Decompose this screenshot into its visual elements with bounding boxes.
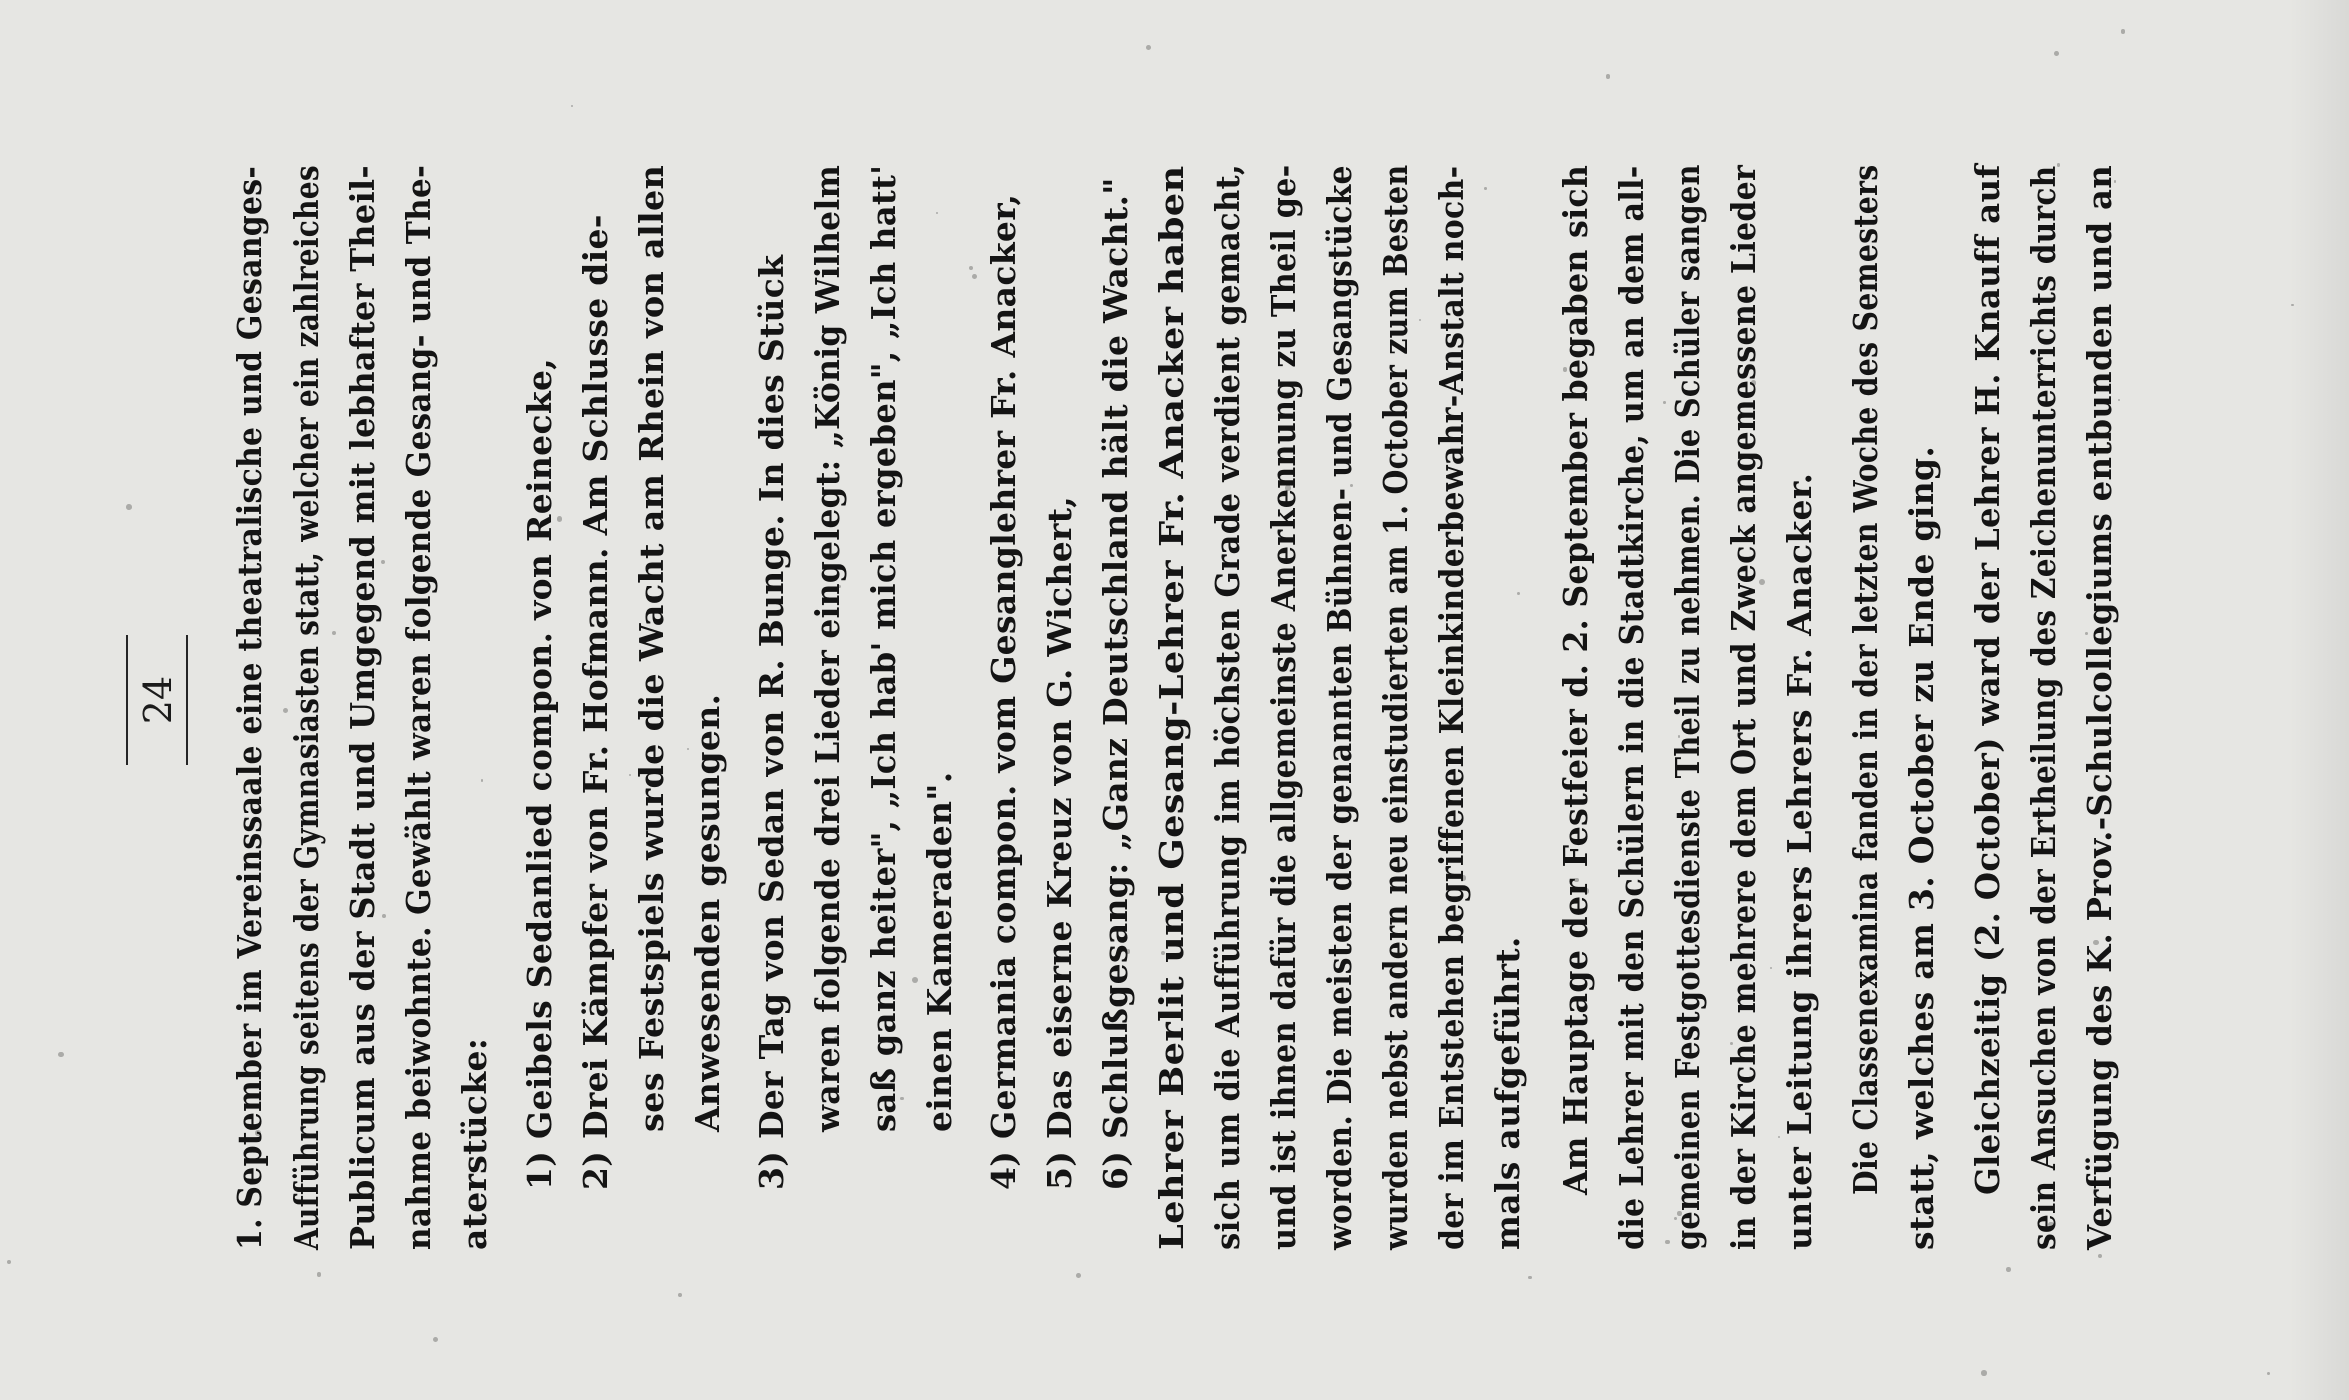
text-line: aterstücke: bbox=[455, 1037, 494, 1250]
text-line: waren folgende drei Lieder eingelegt: „König Wilhelm bbox=[808, 164, 847, 1132]
text-line: Am Hauptage der Festfeier d. 2. September begaben sich bbox=[1556, 164, 1595, 1195]
text-line: gemeinen Festgottesdienste Theil zu nehmen. Die Schüler sangen bbox=[1668, 164, 1707, 1250]
text-line: in der Kirche mehrere dem Ort und Zweck angemessene Lieder bbox=[1724, 164, 1763, 1250]
text-line: Gleichzeitig (2. October) ward der Lehrer H. Knauff auf bbox=[1968, 164, 2007, 1195]
text-line: wurden nebst andern neu einstudierten am 1. October zum Besten bbox=[1376, 164, 1415, 1250]
text-line: 1. September im Vereinssaale eine theatralische und Gesanges- bbox=[230, 165, 269, 1250]
text-line: mals aufgeführt. bbox=[1488, 936, 1527, 1250]
text-line: einen Kameraden". bbox=[920, 771, 959, 1132]
text-line: 5) Das eiserne Kreuz von G. Wichert, bbox=[1040, 495, 1079, 1190]
text-line: sich um die Aufführung im höchsten Grade verdient gemacht, bbox=[1208, 164, 1247, 1250]
text-line: worden. Die meisten der genannten Bühnen- und Gesangstücke bbox=[1320, 165, 1359, 1250]
text-line: 1) Geibels Sedanlied compon. von Reinecke, bbox=[520, 357, 559, 1190]
text-line: Anwesenden gesungen. bbox=[688, 693, 727, 1132]
text-line: Publicum aus der Stadt und Umgegend mit lebhafter Theil- bbox=[343, 165, 382, 1250]
page-number: 24 bbox=[136, 675, 180, 725]
text-line: der im Entstehen begriffenen Kleinkinderbewahr-Anstalt noch- bbox=[1432, 165, 1471, 1250]
text-line: 4) Germania compon. vom Gesanglehrer Fr. Anacker, bbox=[984, 193, 1023, 1190]
text-line: 6) Schlußgesang: „Ganz Deutschland hält die Wacht." bbox=[1096, 177, 1135, 1190]
text-line: Die Classenexamina fanden in der letzten Woche des Semesters bbox=[1846, 164, 1885, 1195]
text-line: Lehrer Berlit und Gesang-Lehrer Fr. Anacker haben bbox=[1152, 165, 1191, 1250]
text-line: 2) Drei Kämpfer von Fr. Hofmann. Am Schlusse die- bbox=[576, 214, 615, 1190]
text-line: unter Leitung ihrers Lehrers Fr. Anacker. bbox=[1780, 472, 1819, 1250]
text-line: nahme beiwohnte. Gewählt waren folgende Gesang- und The- bbox=[399, 164, 438, 1250]
text-line: die Lehrer mit den Schülern in die Stadtkirche, um an dem all- bbox=[1612, 165, 1651, 1250]
text-line: statt, welches am 3. October zu Ende ging. bbox=[1902, 445, 1941, 1250]
text-line: sein Ansuchen von der Ertheilung des Zeichenunterrichts durch bbox=[2024, 165, 2063, 1250]
text-line: 3) Der Tag von Sedan von R. Bunge. In dies Stück bbox=[752, 254, 791, 1190]
text-line: saß ganz heiter", „Ich hab' mich ergeben", „Ich hatt' bbox=[864, 164, 903, 1132]
text-line: und ist ihnen dafür die allgemeinste Anerkennung zu Theil ge- bbox=[1264, 164, 1303, 1250]
text-line: Verfügung des K. Prov.-Schulcollegiums entbunden und an bbox=[2080, 164, 2119, 1250]
text-line: Aufführung seitens der Gymnasiasten statt, welcher ein zahlreiches bbox=[287, 165, 326, 1250]
text-line: ses Festspiels wurde die Wacht am Rhein von allen bbox=[632, 164, 671, 1132]
